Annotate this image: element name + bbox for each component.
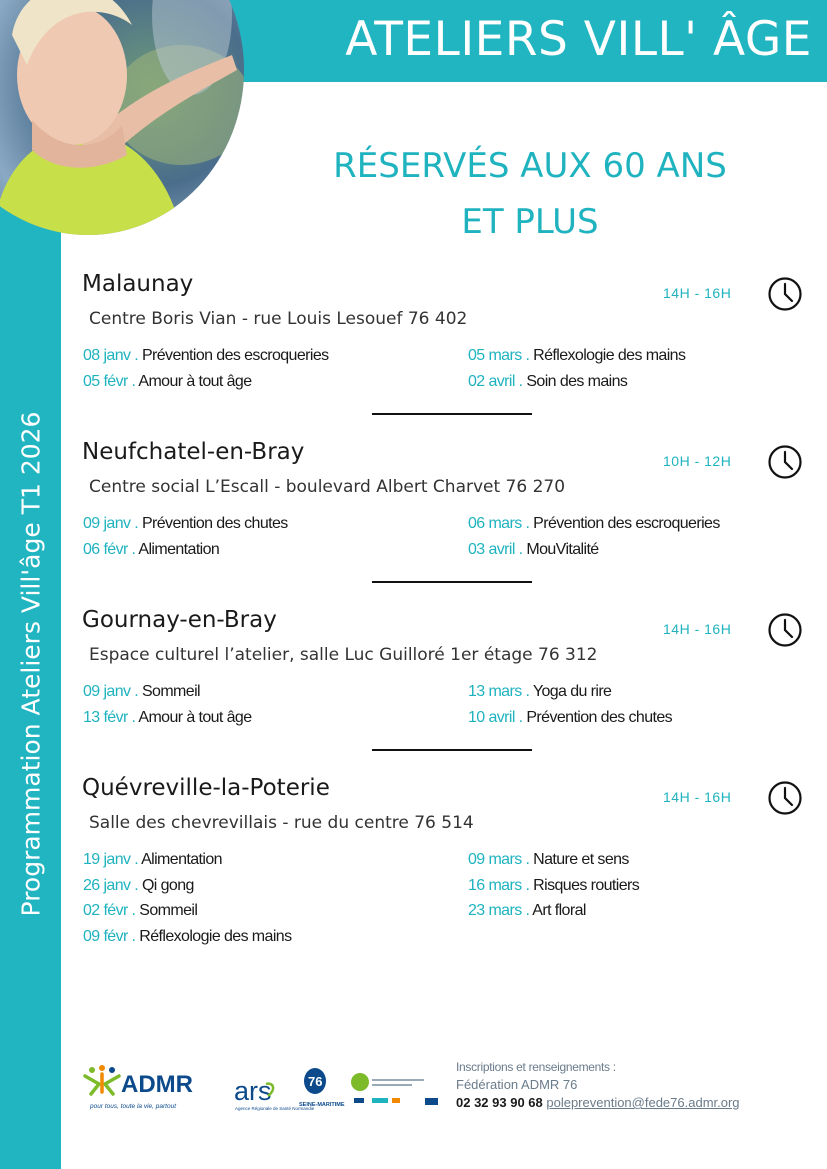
contact-org: Fédération ADMR 76 — [456, 1077, 578, 1092]
time-range: 14H - 16H — [663, 789, 732, 805]
event-item: 03 avril . MouVitalité — [468, 540, 599, 558]
event-item: 26 janv . Qi gong — [83, 876, 194, 894]
event-item: 09 janv . Sommeil — [83, 683, 200, 700]
page-title: ATELIERS VILL' ÂGE — [345, 12, 812, 67]
event-item: 05 mars . Réflexologie des mains — [468, 347, 686, 364]
events-left — [83, 347, 329, 398]
svg-text:SEINE-MARITIME: SEINE-MARITIME — [299, 1102, 345, 1108]
events-right — [468, 851, 639, 928]
event-item: 13 févr . Amour à tout âge — [83, 708, 252, 726]
svg-text:76: 76 — [308, 1074, 323, 1089]
subtitle — [300, 138, 760, 250]
event-item: 09 janv . Prévention des chutes — [83, 515, 288, 532]
subtitle-line-1: RÉSERVÉS AUX 60 ANS — [333, 146, 727, 186]
city-name: Quévreville-la-Poterie — [82, 775, 330, 801]
partner-logos — [82, 1062, 452, 1122]
section-divider — [372, 749, 532, 751]
event-item: 09 mars . Nature et sens — [468, 851, 629, 868]
event-item: 08 janv . Prévention des escroqueries — [83, 347, 329, 364]
event-item: 19 janv . Alimentation — [83, 851, 222, 868]
clock-icon — [767, 276, 803, 312]
city-name: Malaunay — [82, 271, 194, 297]
seine-maritime-logo — [299, 1068, 345, 1108]
contact-heading: Inscriptions et renseignements : — [456, 1060, 616, 1074]
events-right — [468, 683, 672, 734]
events-left — [83, 851, 292, 953]
address: Centre social L’Escall - boulevard Albert Charvet 76 270 — [89, 477, 566, 497]
event-item: 16 mars . Risques routiers — [468, 876, 640, 894]
address: Salle des chevrevillais - rue du centre 76 514 — [89, 813, 474, 833]
event-item: 02 avril . Soin des mains — [468, 372, 628, 390]
event-item: 02 févr . Sommeil — [83, 902, 198, 919]
event-item: 06 mars . Prévention des escroqueries — [468, 515, 720, 532]
events-left — [83, 683, 252, 734]
event-item: 05 févr . Amour à tout âge — [83, 372, 252, 390]
city-name: Neufchatel-en-Bray — [82, 439, 305, 465]
address: Centre Boris Vian - rue Louis Lesouef 76 402 — [89, 309, 468, 329]
contact-phone: 02 32 93 90 68 — [456, 1095, 543, 1110]
svg-text:Agence Régionale de Santé Norm: Agence Régionale de Santé Normandie — [235, 1106, 315, 1111]
side-vertical-title: Programmation Ateliers Vill'âge T1 2026 — [16, 411, 46, 917]
time-range: 14H - 16H — [663, 621, 732, 637]
contact-line — [456, 1095, 740, 1110]
clock-icon — [767, 444, 803, 480]
clock-icon — [767, 780, 803, 816]
time-range: 10H - 12H — [663, 453, 732, 469]
svg-text:ars: ars — [234, 1076, 272, 1106]
partners-logo — [351, 1073, 438, 1105]
svg-text:pour tous, toute la vie, parto: pour tous, toute la vie, partout — [90, 1103, 176, 1110]
time-range: 14H - 16H — [663, 285, 732, 301]
section-divider — [372, 413, 532, 415]
event-item: 23 mars . Art floral — [468, 902, 586, 919]
contact-email-link[interactable]: poleprevention@fede76.admr.org — [546, 1095, 740, 1110]
events-right — [468, 515, 720, 566]
section-divider — [372, 581, 532, 583]
subtitle-line-2: ET PLUS — [461, 202, 599, 242]
clock-icon — [767, 612, 803, 648]
city-name: Gournay-en-Bray — [82, 607, 277, 633]
contact-block — [456, 1060, 740, 1110]
events-right — [468, 347, 685, 398]
address: Espace culturel l’atelier, salle Luc Guilloré 1er étage 76 312 — [89, 645, 598, 665]
admr-logo — [85, 1065, 193, 1110]
senior-woman-photo — [0, 0, 244, 235]
svg-text:ADMR: ADMR — [121, 1071, 193, 1098]
event-item: 09 févr . Réflexologie des mains — [83, 927, 292, 945]
events-left — [83, 515, 288, 566]
event-item: 10 avril . Prévention des chutes — [468, 708, 673, 726]
event-item: 06 févr . Alimentation — [83, 540, 220, 558]
event-item: 13 mars . Yoga du rire — [468, 683, 612, 700]
